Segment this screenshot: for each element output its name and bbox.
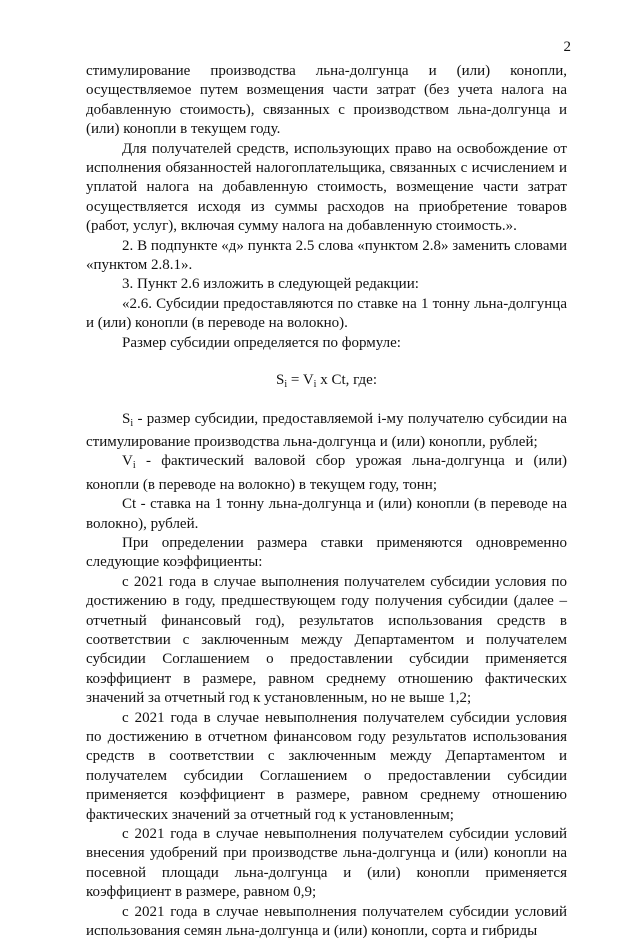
paragraph: с 2021 года в случае невыполнения получателем субсидии условий внесения удобрений при производстве льна-долгунца и (или) конопли на посевной площади льна-долгунца и (или) конопли применяется коэффициент в размере, равном 0,9; [86,826,567,901]
paragraph: Для получателей средств, использующих право на освобождение от исполнения обязанностей налогоплательщика, связанных с исчислением и уплатой налога на добавленную стоимость, возмещение части затрат осуществляется исходя из суммы расходов на приобретение товаров (работ, услуг), включая сумму налога на добавленную стоимость.». [86,140,567,235]
formula-symbol-s: S [276,372,285,389]
formula-rest: x Ct, где: [316,372,377,389]
paragraph: Размер субсидии определяется по формуле: [122,334,401,351]
paragraph: 3. Пункт 2.6 изложить в следующей редакции: [122,276,419,293]
definition-ct [86,495,567,534]
paragraph: с 2021 года в случае выполнения получателем субсидии условия по достижению в году, предшествующем году получения субсидии (далее – отчетный финансовый год), результатов использования средств в соответствии с заключенным между Департаментом и получателем субсидии Соглашением о предоставлении субсидии применяется коэффициент в размере, равном среднему отношению фактических значений за отчетный год к установленным, но не выше 1,2; [86,573,567,707]
document-body [86,62,567,941]
subsidy-formula [86,371,567,394]
paragraph: «2.6. Субсидии предоставляются по ставке на 1 тонну льна-долгунца и (или) конопли (в переводе на волокно). [86,295,567,332]
paragraph: 2. В подпункте «д» пункта 2.5 слова «пунктом 2.8» заменить словами «пунктом 2.8.1». [86,237,567,274]
paragraph: с 2021 года в случае невыполнения получателем субсидии условия по достижению в отчетном финансовом году результатов использования средств в соответствии с заключенным между Департаментом и получателем субсидии Соглашением о предоставлении субсидии применяется коэффициент в размере, равном среднему отношению фактических значений за отчетный год к установленным; [86,709,567,823]
paragraph: с 2021 года в случае невыполнения получателем субсидии условий использования семян льна-долгунца и (или) конопли, сорта и гибриды [86,903,567,940]
definition-v [86,452,567,495]
definition-text: - размер субсидии, предоставляемой i-му получателю субсидии на стимулирование производства льна-долгунца и (или) конопли, рублей; [86,410,567,450]
definition-s [86,410,567,453]
formula-symbol-v: V [302,372,314,389]
paragraph: При определении размера ставки применяются одновременно следующие коэффициенты: [86,534,567,571]
formula-subscript: i [313,379,317,391]
formula-equals: = [287,372,303,389]
definition-subscript: i [130,417,134,429]
definition-symbol: V [122,453,133,470]
definition-subscript: i [132,460,136,472]
definition-text: Ct - ставка на 1 тонну льна-долгунца и (или) конопли (в переводе на волокно), рублей. [86,496,567,532]
page-number: 2 [563,39,571,55]
paragraph: стимулирование производства льна-долгунца и (или) конопли, осуществляемое путем возмещения части затрат (без учета налога на добавленную стоимость), связанных с производством льна-долгунца и (или) конопли в текущем году. [86,63,567,138]
formula-subscript: i [284,379,288,391]
definition-symbol: S [122,410,131,427]
definition-text: - фактический валовой сбор урожая льна-долгунца и (или) конопли (в переводе на волокно) в текущем году, тонн; [86,453,567,493]
